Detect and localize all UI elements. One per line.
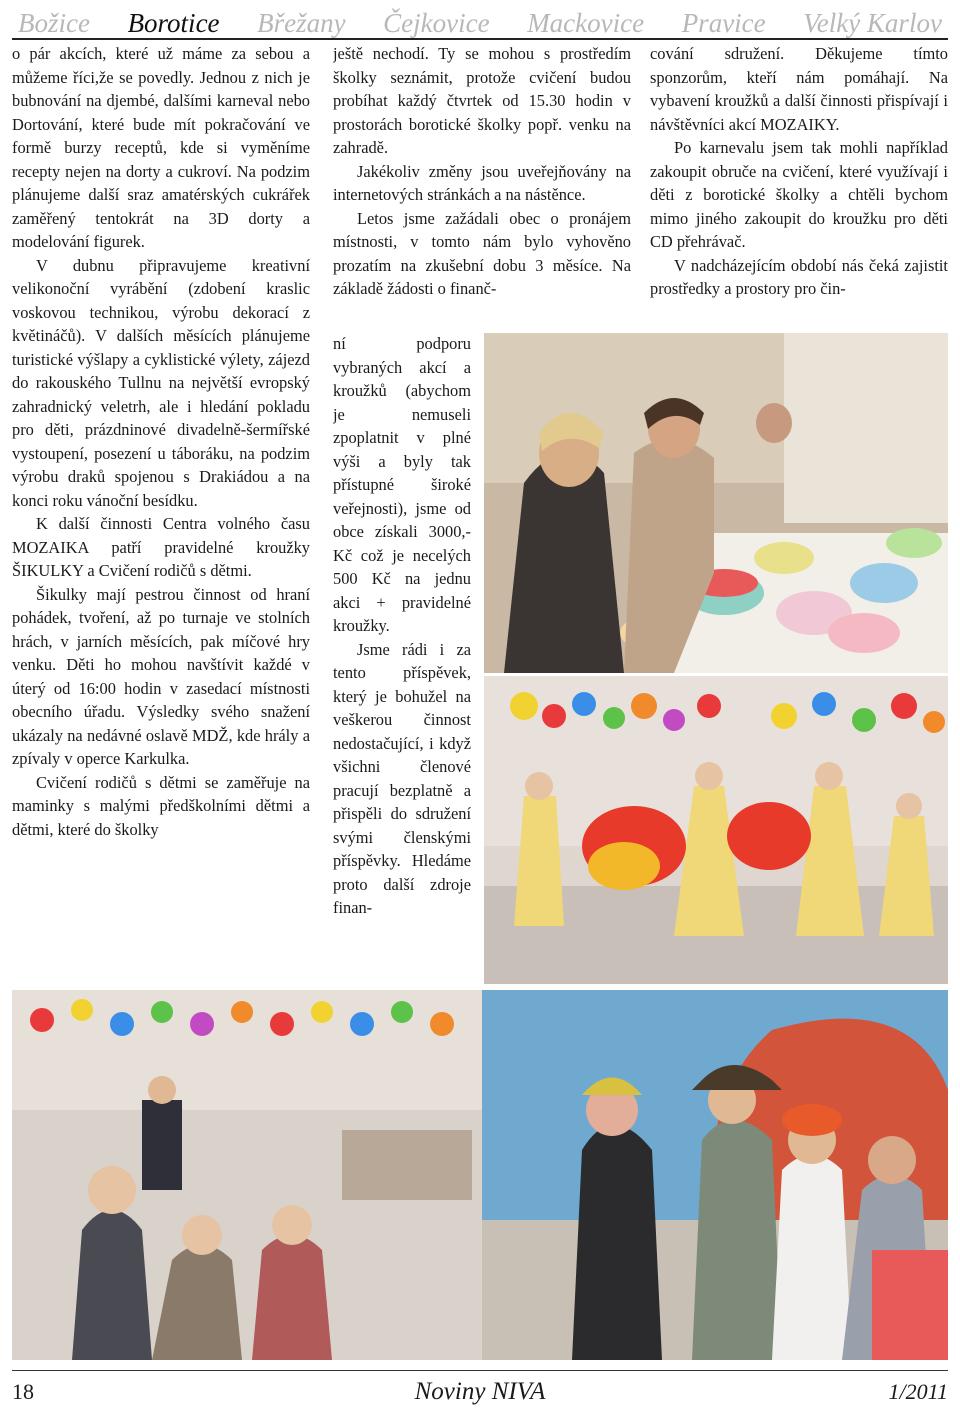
photo-dancing-children (484, 676, 948, 984)
article-column-1 (12, 42, 310, 982)
paragraph: Jakékoliv změny jsou uveřejňovány na internetových stránkách a na nástěnce. (333, 161, 631, 204)
header-divider (12, 38, 948, 40)
issue-number: 1/2011 (888, 1379, 948, 1404)
magazine-name: Noviny NIVA (414, 1378, 546, 1405)
village-nav (18, 4, 942, 38)
paragraph: Jsme rádi i za tento příspěvek, který je bohužel na veškerou činnost nedostačující, i když všichni členové pracují bezplatně a přispěli do sdružení svými členskými příspěvky. Hledáme proto další zdroje finan- (333, 639, 471, 917)
village-0[interactable]: Božice (18, 8, 90, 38)
paragraph: Po karnevalu jsem tak mohli například zakoupit obruče na cvičení, které využívají i děti z borotické školky a chtěli bychom mimo jiného zakoupit do kroužku pro děti CD přehrávač. (650, 138, 948, 251)
paragraph: V dubnu připravujeme kreativní velikonoční vyrábění (zdobení kraslic voskovou technikou, výrobu dekorací z květináčů). V dalších měsících plánujeme turistické výšlapy a cyklistické výlety, zájezd do rakouského Tullnu na největší evropský zahradnický veletrh, ale i hledání pokladu pro děti, prázdninové divadelně-šermířské vystoupení, posezení u táboráku, na podzim výrobu draků spojenou s Drakiádou a na konci roku vánoční besídku. (12, 255, 310, 510)
article-column-2-narrow (333, 332, 471, 982)
footer-divider (12, 1370, 948, 1371)
paragraph: V nadcházejícím období nás čeká zajistit prostředky a prostory pro čin- (650, 255, 948, 298)
paragraph: cování sdružení. Děkujeme tímto sponzorům, kteří nám pomáhají. Na vybavení kroužků a další činnosti přispívají i návštěvníci akcí MOZAIKY. (650, 44, 948, 134)
village-1[interactable]: Borotice (127, 8, 220, 38)
article-column-2-top (333, 42, 631, 332)
village-6[interactable]: Velký Karlov (803, 8, 942, 38)
paragraph: ní podporu vybraných akcí a kroužků (abychom je nemuseli zpoplatnit v plné výši a byly tak přístupné široké veřejnosti), jsme od obce získali 3000,- Kč což je necelých 500 Kč na jednu akci + pravidelné kroužky. (333, 334, 471, 635)
village-3[interactable]: Čejkovice (383, 8, 490, 38)
paragraph: Letos jsme zažádali obec o pronájem místnosti, v tomto nám bylo vyhověno prozatím na zkušební dobu 3 měsíce. Na základě žádosti o finanč- (333, 208, 631, 298)
village-4[interactable]: Mackovice (527, 8, 645, 38)
paragraph: Cvičení rodičů s dětmi se zaměřuje na maminky s malými předškolními dětmi a dětmi, které do školky (12, 772, 310, 839)
village-5[interactable]: Pravice (681, 8, 766, 38)
page-footer (12, 1378, 948, 1406)
paragraph: o pár akcích, které už máme za sebou a můžeme říci,že se povedly. Jednou z nich je bubnování na djembé, dalšími karneval nebo Dortování, které bude mít pokračování ve formě burzy receptů, kde si vyměníme recepty nejen na dorty a cukroví. Na podzim plánujeme další sraz amatérských cukrářek zaměřený tentokrát na 3D dorty a modelování figurek. (12, 44, 310, 251)
paragraph: Šikulky mají pestrou činnost od hraní pohádek, tvoření, až po turnaje ve stolních hrách, v jarních měsících, pak míčové hry venku. Děti ho mohou navštívit každé v úterý od 16:00 hodin v zasedací místnosti obecního úřadu. Výsledky svého snažení ukázaly na nedávné oslavě MDŽ, kde hrály a zpívaly v operce Karkulka. (12, 584, 310, 768)
article-column-3 (650, 42, 948, 332)
village-2[interactable]: Břežany (257, 8, 346, 38)
page-number: 18 (12, 1379, 34, 1404)
photo-cake-exhibition (484, 333, 948, 673)
paragraph: ještě nechodí. Ty se mohou s prostředím školky seznámit, protože cvičení budou probíhat každý čtvrtek od 15.30 hodin v prostorách borotické školky popř. venku na zahradě. (333, 44, 631, 157)
photo-carnival (12, 990, 948, 1360)
paragraph: K další činnosti Centra volného času MOZAIKA patří pravidelné kroužky ŠIKULKY a Cvičení rodičů s dětmi. (12, 514, 310, 580)
